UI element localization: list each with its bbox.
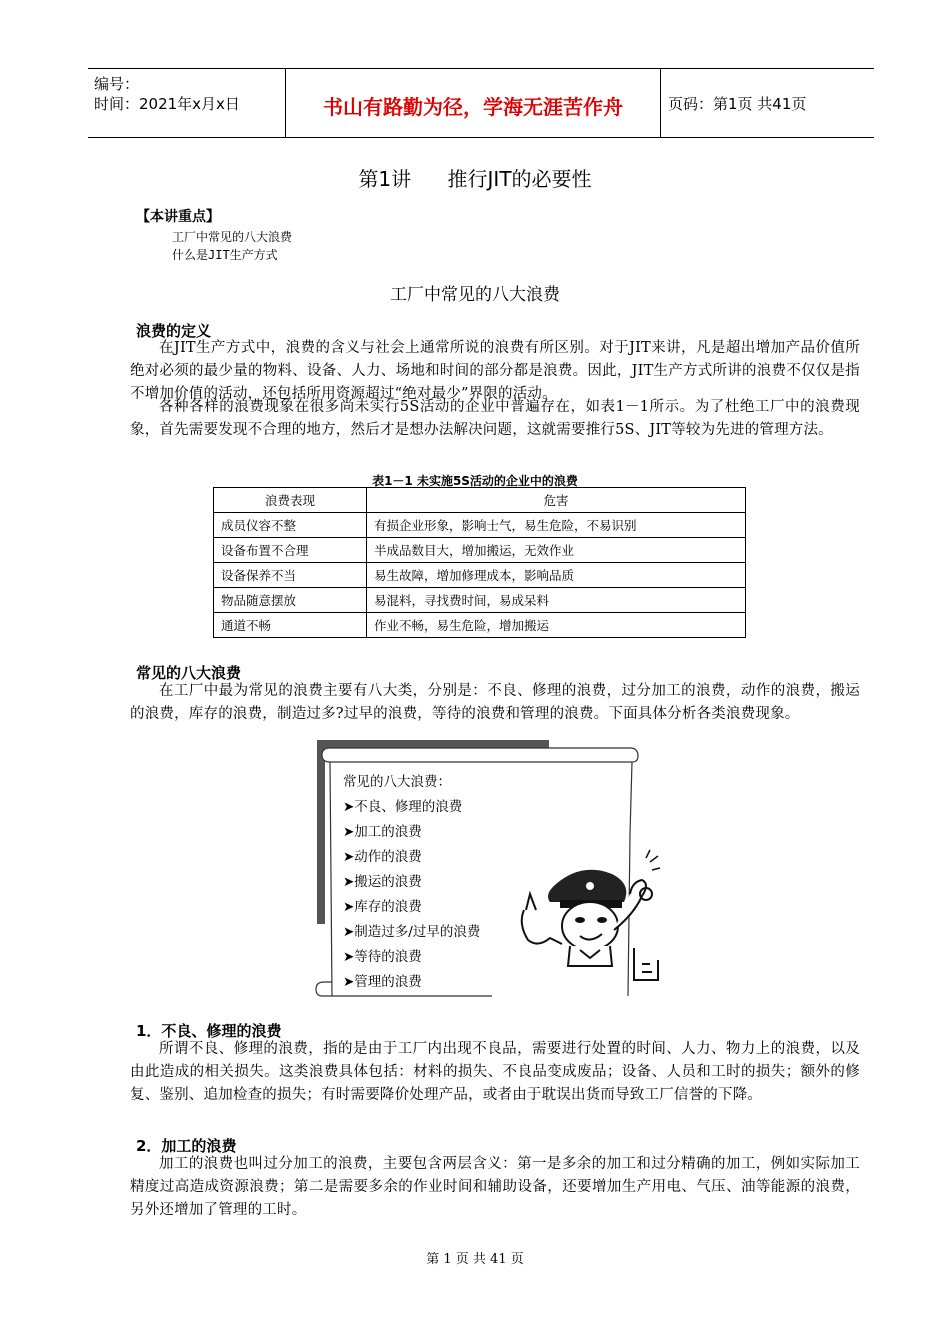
section-2-paragraph: 加工的浪费也叫过分加工的浪费，主要包含两层含义：第一是多余的加工和过分精确的加工，例如实际加工精度过高造成资源浪费；第二是需要多余的作业时间和辅助设备，还要增加生产用电、气压、油等能源的浪费，另外还增加了管理的工时。 xyxy=(130,1156,860,1218)
figure-item: ➤加工的浪费 xyxy=(343,824,422,840)
header-meta xyxy=(88,69,284,137)
page-footer: 第 1 页 共 41 页 xyxy=(426,1252,524,1267)
definition-paragraph-1: 在JIT生产方式中，浪费的含义与社会上通常所说的浪费有所区别。对于JIT来讲，凡是超出增加产品价值所绝对必须的最少量的物料、设备、人力、场地和时间的部分都是浪费。因此，JIT生产方式所讲的浪费不仅仅是指不增加价值的活动，还包括所用资源超过“绝对最少”界限的活动。 xyxy=(130,340,860,402)
definition-paragraph-2: 各种各样的浪费现象在很多尚未实行5S活动的企业中普遍存在，如表1－1所示。为了杜绝工厂中的浪费现象，首先需要发现不合理的地方，然后才是想办法解决问题，这就需要推行5S、JIT等较为先进的管理方法。 xyxy=(130,399,860,438)
figure-item: ➤管理的浪费 xyxy=(343,974,422,990)
figure-title: 常见的八大浪费： xyxy=(343,774,451,790)
definition-heading: 浪费的定义 xyxy=(136,322,212,340)
scroll-top-shadow xyxy=(317,740,549,748)
table-row xyxy=(214,538,746,563)
table-row xyxy=(214,588,746,613)
officer-cartoon xyxy=(522,850,660,980)
table-row xyxy=(214,613,746,638)
table-cell: 半成品数目大，增加搬运，无效作业 xyxy=(367,538,746,563)
section-title: 工厂中常见的八大浪费 xyxy=(390,285,560,305)
table-header-cell: 危害 xyxy=(367,488,746,513)
table-cell: 成员仪容不整 xyxy=(214,513,367,538)
table-row xyxy=(214,563,746,588)
table-cell: 有损企业形象，影响士气，易生危险，不易识别 xyxy=(367,513,746,538)
table-cell: 易生故障，增加修理成本，影响品质 xyxy=(367,563,746,588)
page-header xyxy=(88,68,874,138)
table-row xyxy=(214,513,746,538)
table-cell: 物品随意摆放 xyxy=(214,588,367,613)
section-1-paragraph: 所谓不良、修理的浪费，指的是由于工厂内出现不良品，需要进行处置的时间、人力、物力上的浪费，以及由此造成的相关损失。这类浪费具体包括：材料的损失、不良品变成废品；设备、人员和工时的损失；额外的修复、鉴别、追加检查的损失；有时需要降价处理产品，或者由于耽误出货而导致工厂信誉的下降。 xyxy=(130,1041,860,1103)
key-points-title: 【本讲重点】 xyxy=(136,209,220,225)
figure-item: ➤等待的浪费 xyxy=(343,949,422,965)
section-1-heading: 1．不良、修理的浪费 xyxy=(136,1022,282,1040)
figure-item: ➤库存的浪费 xyxy=(343,899,422,915)
key-point-item: 工厂中常见的八大浪费 xyxy=(172,230,293,244)
key-point-item: 什么是JIT生产方式 xyxy=(172,248,278,262)
scroll-top-roll xyxy=(322,748,638,762)
table-header-cell: 浪费表现 xyxy=(214,488,367,513)
figure-item: ➤不良、修理的浪费 xyxy=(343,799,463,815)
table-caption: 表1－1 未实施5S活动的企业中的浪费 xyxy=(372,474,578,488)
time-label: 时间：2021年x月x日 xyxy=(94,95,240,113)
code-label: 编号： xyxy=(94,75,140,93)
header-page-number: 页码：第1页 共41页 xyxy=(668,95,807,113)
eight-wastes-heading: 常见的八大浪费 xyxy=(136,664,242,682)
figure-item: ➤动作的浪费 xyxy=(343,849,422,865)
scroll-left-shadow xyxy=(317,744,325,924)
figure-item: ➤制造过多/过早的浪费 xyxy=(343,924,481,940)
eight-wastes-paragraph: 在工厂中最为常见的浪费主要有八大类，分别是：不良、修理的浪费，过分加工的浪费，动作的浪费，搬运的浪费，库存的浪费，制造过多?过早的浪费，等待的浪费和管理的浪费。下面具体分析各类浪费现象。 xyxy=(130,683,860,722)
figure-item: ➤搬运的浪费 xyxy=(343,874,422,890)
lecture-title: 第1讲 推行JIT的必要性 xyxy=(358,167,592,191)
table-cell: 作业不畅，易生危险，增加搬运 xyxy=(367,613,746,638)
header-divider xyxy=(660,69,661,137)
table-cell: 易混料，寻找费时间，易成呆料 xyxy=(367,588,746,613)
table-cell: 设备布置不合理 xyxy=(214,538,367,563)
section-2-heading: 2．加工的浪费 xyxy=(136,1137,237,1155)
header-motto: 书山有路勤为径，学海无涯苦作舟 xyxy=(323,95,623,119)
waste-table xyxy=(213,487,746,638)
table-cell: 通道不畅 xyxy=(214,613,367,638)
table-header-row xyxy=(214,488,746,513)
table-cell: 设备保养不当 xyxy=(214,563,367,588)
